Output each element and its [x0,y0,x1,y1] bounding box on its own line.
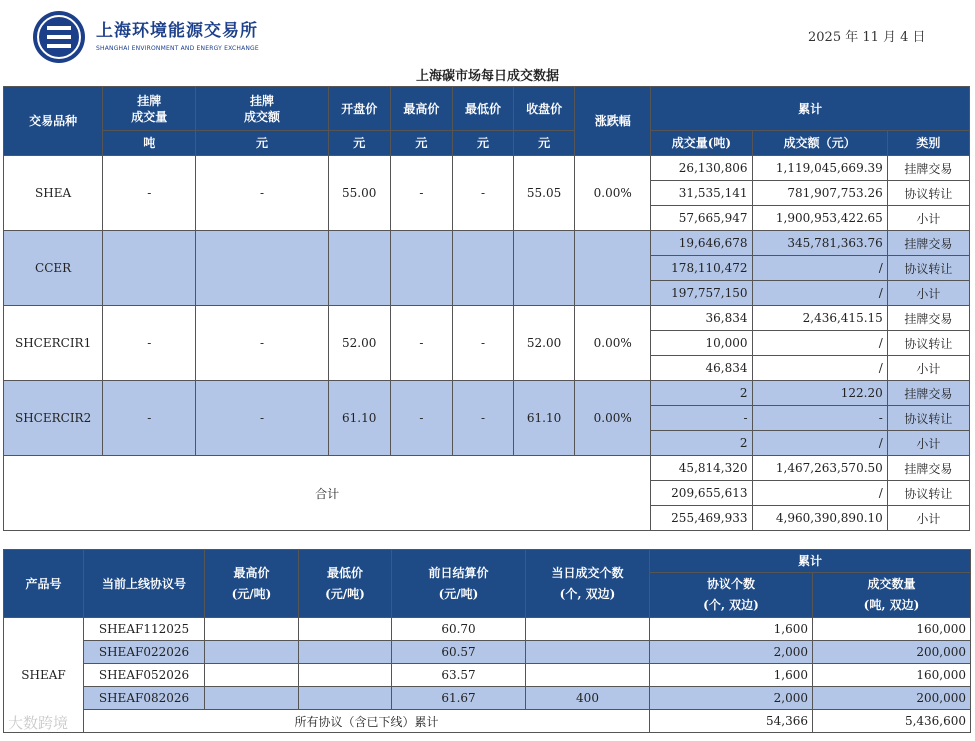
cell-total-type: 挂牌交易 [887,456,969,481]
cell-high [205,641,299,664]
col-day-count-label: 当日成交个数 (个, 双边) [551,565,624,601]
cell-cum-qty: 200,000 [813,641,971,664]
cell-cum-amt: / [752,356,887,381]
unit-yuan: 元 [196,131,328,156]
forward-contract-table [3,549,971,733]
cell-low: - [452,306,513,381]
cell-cum-amt: / [752,431,887,456]
col-listed-volume [103,87,196,131]
cell-high: - [390,156,452,231]
col-cum-amount: 成交额（元） [752,131,887,156]
cell-cum-type: 挂牌交易 [887,231,969,256]
col-listed-amount-label: 挂牌 成交额 [244,93,281,124]
contract-total-row [4,710,971,733]
cell-cum-count: 1,600 [650,664,813,687]
col-contract: 当前上线协议号 [84,550,205,618]
cell-cum-qty: 200,000 [813,687,971,710]
col-settle-price [392,550,526,618]
cell-cum-amt: 122.20 [752,381,887,406]
product-name: CCER [4,231,103,306]
cell-cum-vol: - [651,406,752,431]
cell-contract: SHEAF082026 [84,687,205,710]
cell-cum-qty: 160,000 [813,618,971,641]
report-date: 2025 年 11 月 4 日 [808,30,926,45]
cell-cum-count: 2,000 [650,641,813,664]
cell-settle: 61.67 [392,687,526,710]
cell-listed-vol: - [103,306,196,381]
col-product-code: 产品号 [4,550,84,618]
col-close: 收盘价 [514,87,575,131]
cell-high [390,231,452,306]
col-cum-count [650,573,813,618]
unit-yuan: 元 [390,131,452,156]
cell-cum-vol: 178,110,472 [651,256,752,281]
col-listed-volume-label: 挂牌 成交量 [131,93,168,124]
cell-listed-vol [103,231,196,306]
cell-cum-type: 小计 [887,431,969,456]
table-row [4,306,970,331]
cell-change: 0.00% [575,156,651,231]
cell-listed-amt: - [196,306,328,381]
col-low-price-label: 最低价 (元/吨) [325,565,365,601]
cell-cum-vol: 26,130,806 [651,156,752,181]
cell-low [299,618,392,641]
cell-cum-amt: 345,781,363.76 [752,231,887,256]
unit-yuan: 元 [328,131,390,156]
cell-close [514,231,575,306]
cell-open: 55.00 [328,156,390,231]
cell-total-amt: 4,960,390,890.10 [752,506,887,531]
cell-cum-type: 协议转让 [887,256,969,281]
org-name: 上海环境能源交易所 [96,21,258,41]
cell-total-amt: 1,467,263,570.50 [752,456,887,481]
cell-contract: SHEAF052026 [84,664,205,687]
cell-low [452,231,513,306]
cell-cum-vol: 46,834 [651,356,752,381]
cell-total-cum-qty: 5,436,600 [813,710,971,733]
contract-row [4,618,971,641]
cell-close: 52.00 [514,306,575,381]
cell-cum-vol: 57,665,947 [651,206,752,231]
cell-cum-count: 2,000 [650,687,813,710]
cell-settle: 60.57 [392,641,526,664]
cell-low [299,687,392,710]
cell-settle: 60.70 [392,618,526,641]
contract-row [4,664,971,687]
unit-yuan: 元 [452,131,513,156]
cell-cum-vol: 2 [651,381,752,406]
cell-cum-vol: 36,834 [651,306,752,331]
cell-count [526,664,650,687]
cell-cum-amt: 2,436,415.15 [752,306,887,331]
col-day-count [526,550,650,618]
cell-contract: SHEAF022026 [84,641,205,664]
cell-cum-type: 小计 [887,206,969,231]
cell-low [299,641,392,664]
cell-total-amt: / [752,481,887,506]
cell-high: - [390,306,452,381]
cell-cum-type: 挂牌交易 [887,381,969,406]
cell-cum-amt: - [752,406,887,431]
cell-contract: SHEAF112025 [84,618,205,641]
col-listed-amount [196,87,328,131]
col-open: 开盘价 [328,87,390,131]
col-cum-type: 类别 [887,131,969,156]
col-high: 最高价 [390,87,452,131]
cell-change: 0.00% [575,381,651,456]
col-cum-volume: 成交量(吨) [651,131,752,156]
col-high-price [205,550,299,618]
cell-high [205,664,299,687]
exchange-logo-icon [32,10,86,64]
cell-high: - [390,381,452,456]
cell-cum-type: 协议转让 [887,331,969,356]
cell-cum-amt: 1,900,953,422.65 [752,206,887,231]
cell-high [205,687,299,710]
cell-total-cum-count: 54,366 [650,710,813,733]
product-name: SHCERCIR1 [4,306,103,381]
cell-open: 52.00 [328,306,390,381]
col-product: 交易品种 [4,87,103,156]
cell-close: 55.05 [514,156,575,231]
col-cum-qty-label: 成交数量 (吨, 双边) [863,577,920,612]
cell-cum-qty: 160,000 [813,664,971,687]
col-change: 涨跌幅 [575,87,651,156]
cell-count: 400 [526,687,650,710]
col-low-price [299,550,392,618]
contract-total-label: 所有协议（含已下线）累计 [84,710,650,733]
cell-open [328,231,390,306]
page-header [0,0,975,66]
cell-cum-amt: / [752,281,887,306]
cell-open: 61.10 [328,381,390,456]
watermark: 大数跨境 [8,714,69,732]
table-title: 上海碳市场每日成交数据 [415,69,559,84]
cell-cum-vol: 31,535,141 [651,181,752,206]
cell-cum-type: 挂牌交易 [887,156,969,181]
cell-total-vol: 45,814,320 [651,456,752,481]
product-name: SHCERCIR2 [4,381,103,456]
daily-trading-table [3,86,970,531]
cell-cum-amt: / [752,331,887,356]
cell-cum-amt: / [752,256,887,281]
cell-cum-vol: 19,646,678 [651,231,752,256]
cell-cum-type: 小计 [887,356,969,381]
cell-cum-type: 协议转让 [887,406,969,431]
cell-listed-vol: - [103,381,196,456]
col-cumulative-2: 累计 [650,550,971,573]
cell-listed-vol: - [103,156,196,231]
cell-total-vol: 209,655,613 [651,481,752,506]
contract-row [4,641,971,664]
cell-listed-amt [196,231,328,306]
total-row [4,456,970,481]
total-label: 合计 [4,456,651,531]
col-cum-qty [813,573,971,618]
col-settle-price-label: 前日结算价 (元/吨) [428,565,489,601]
cell-change [575,231,651,306]
cell-cum-vol: 197,757,150 [651,281,752,306]
col-low: 最低价 [452,87,513,131]
cell-cum-type: 挂牌交易 [887,306,969,331]
cell-cum-vol: 2 [651,431,752,456]
cell-count [526,641,650,664]
table-row [4,156,970,181]
cell-low: - [452,156,513,231]
cell-listed-amt: - [196,381,328,456]
unit-ton: 吨 [103,131,196,156]
cell-total-type: 小计 [887,506,969,531]
cell-total-vol: 255,469,933 [651,506,752,531]
cell-low [299,664,392,687]
product-code: SHEAF [4,618,84,733]
table-row [4,231,970,256]
cell-cum-amt: 781,907,753.26 [752,181,887,206]
cell-cum-amt: 1,119,045,669.39 [752,156,887,181]
cell-cum-count: 1,600 [650,618,813,641]
cell-cum-type: 协议转让 [887,181,969,206]
col-cum-count-label: 协议个数 (个, 双边) [703,577,759,612]
col-high-price-label: 最高价 (元/吨) [231,565,272,601]
cell-settle: 63.57 [392,664,526,687]
cell-total-type: 协议转让 [887,481,969,506]
cell-cum-vol: 10,000 [651,331,752,356]
table-row [4,381,970,406]
cell-count [526,618,650,641]
cell-cum-type: 小计 [887,281,969,306]
cell-high [205,618,299,641]
contract-row [4,687,971,710]
cell-low: - [452,381,513,456]
cell-close: 61.10 [514,381,575,456]
col-cumulative: 累计 [651,87,970,131]
unit-yuan: 元 [514,131,575,156]
cell-listed-amt: - [196,156,328,231]
cell-change: 0.00% [575,306,651,381]
org-name-en: SHANGHAI ENVIRONMENT AND ENERGY EXCHANGE [96,45,259,52]
product-name: SHEA [4,156,103,231]
